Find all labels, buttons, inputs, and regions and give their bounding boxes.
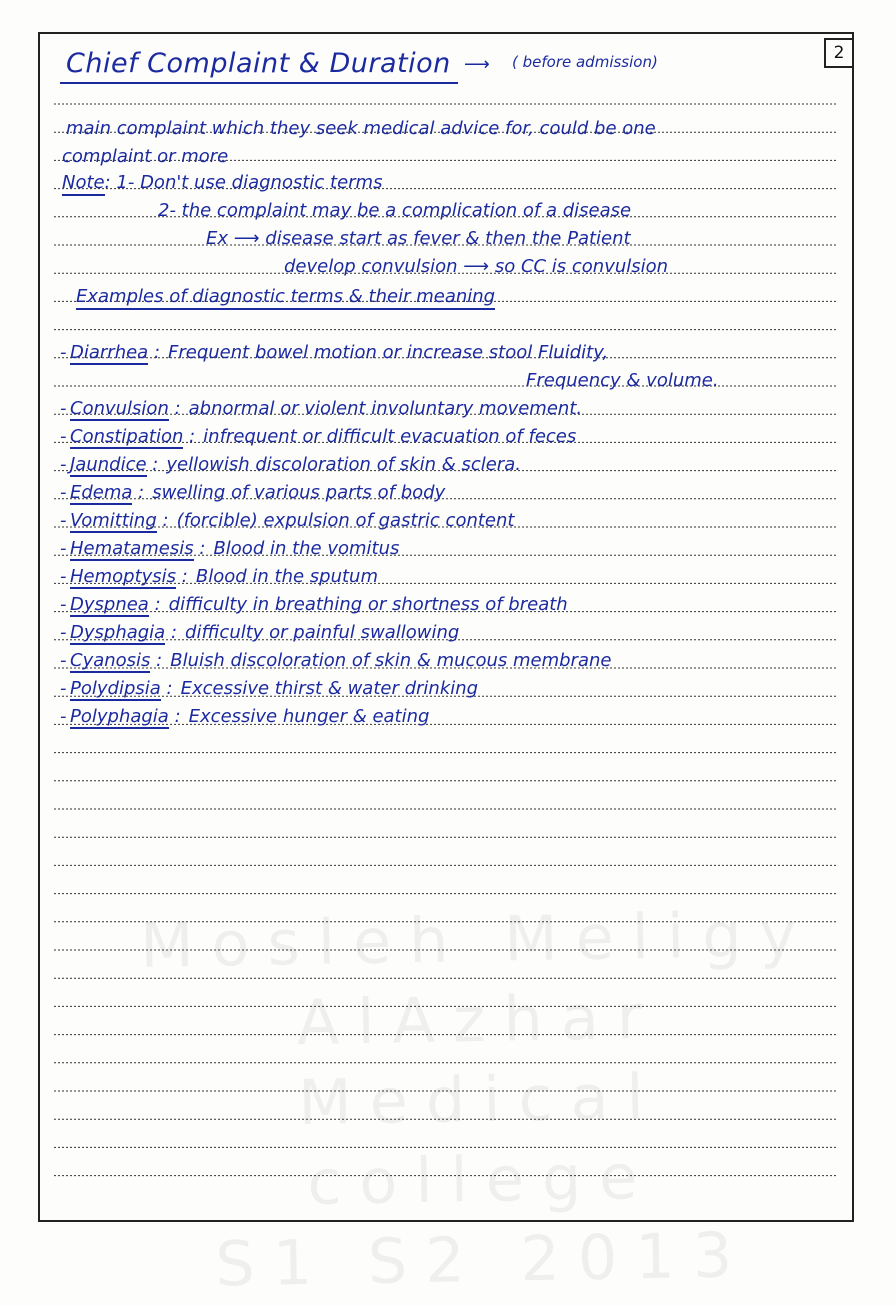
watermark-line: Mosleh Meligy: [139, 897, 815, 982]
term-colon: :: [146, 454, 159, 475]
term-name: Polydipsia: [70, 678, 161, 699]
term-row: [60, 454, 521, 478]
right-arrow-icon: ⟶: [464, 54, 490, 75]
examples-heading: [76, 286, 495, 308]
bullet-dash: -: [60, 594, 67, 615]
term-row: [60, 538, 399, 562]
term-row: [60, 650, 611, 674]
term-meaning: abnormal or violent involuntary movement.: [188, 398, 583, 419]
term-row: [60, 706, 429, 730]
bullet-dash: -: [60, 426, 67, 447]
right-arrow-icon: ⟶: [457, 256, 495, 277]
example-label: Ex: [206, 228, 229, 249]
title-underline: [60, 82, 458, 84]
term-name: Vomitting: [70, 510, 157, 531]
term-meaning: (forcible) expulsion of gastric content: [176, 510, 515, 531]
term-colon: :: [193, 538, 206, 559]
term-name: Hematamesis: [70, 538, 194, 559]
right-arrow-icon: ⟶: [228, 228, 266, 249]
term-colon: :: [148, 342, 161, 363]
title-note: ( before admission): [512, 53, 658, 71]
bullet-dash: -: [60, 650, 67, 671]
term-colon: :: [168, 398, 181, 419]
term-name: Convulsion: [70, 398, 169, 419]
note-example-line-1: [206, 228, 631, 250]
watermark-line: AlAzhar Medical: [296, 979, 663, 1140]
term-meaning: Blood in the sputum: [195, 566, 378, 587]
note-line-1: [62, 172, 382, 194]
term-meaning: infrequent or difficult evacuation of feces: [203, 426, 577, 447]
term-colon: :: [176, 566, 188, 587]
intro-line-2: complaint or more: [62, 146, 229, 167]
term-row: [60, 342, 608, 366]
term-name: Cyanosis: [70, 650, 151, 671]
term-row: [60, 622, 459, 646]
bullet-dash: -: [60, 538, 67, 559]
term-name: Constipation: [70, 426, 184, 447]
bullet-dash: -: [60, 678, 67, 699]
term-row: [60, 482, 445, 506]
term-colon: :: [168, 706, 181, 727]
bullet-dash: -: [60, 510, 67, 531]
note-label: Note: [62, 172, 105, 196]
term-meaning: difficulty in breathing or shortness of breath: [168, 594, 568, 615]
bullet-dash: -: [60, 454, 67, 475]
watermark-line: college: [306, 1139, 657, 1220]
term-row: [60, 566, 378, 590]
term-colon: :: [165, 622, 178, 643]
term-meaning: yellowish discoloration of skin & sclera.: [166, 454, 521, 475]
term-meaning: Bluish discoloration of skin & mucous membrane: [170, 650, 612, 671]
note-example-line-2: [284, 256, 668, 278]
example-text-2b: so CC is convulsion: [494, 256, 669, 277]
note-item-1: : 1- Don't use diagnostic terms: [104, 172, 383, 193]
watermark-line: S1 S2 2013: [214, 1218, 751, 1301]
example-text-1: disease start as fever & then the Patient: [265, 228, 631, 249]
term-meaning: Excessive hunger & eating: [188, 706, 430, 727]
term-name: Jaundice: [70, 454, 147, 475]
term-meaning: difficulty or painful swallowing: [185, 622, 460, 643]
term-colon: :: [148, 594, 161, 615]
page-title: Chief Complaint & Duration: [66, 48, 451, 79]
bullet-dash: -: [60, 398, 67, 419]
term-colon: :: [132, 482, 145, 503]
term-meaning: Blood in the vomitus: [213, 538, 400, 559]
term-row: [60, 678, 478, 702]
bullet-dash: -: [60, 342, 67, 363]
term-name: Dyspnea: [70, 594, 149, 615]
term-name: Diarrhea: [70, 342, 149, 363]
term-row: [60, 426, 576, 450]
term-row: [60, 510, 514, 534]
intro-line-1: main complaint which they seek medical advice for, could be one: [66, 118, 656, 139]
term-colon: :: [156, 510, 169, 531]
note-item-2: 2- the complaint may be a complication of a disease: [158, 200, 632, 221]
bullet-dash: -: [60, 566, 67, 587]
term-name: Edema: [70, 482, 133, 503]
term-colon: :: [160, 678, 173, 699]
bullet-dash: -: [60, 622, 67, 643]
term-meaning: Excessive thirst & water drinking: [180, 678, 479, 699]
term-meaning: swelling of various parts of body: [152, 482, 446, 503]
examples-heading-text: Examples of diagnostic terms & their meaning: [76, 286, 495, 310]
bullet-dash: -: [60, 706, 67, 727]
term-colon: :: [183, 426, 196, 447]
term-meaning: Frequent bowel motion or increase stool Fluidity,: [168, 342, 609, 363]
page-number: 2: [824, 38, 854, 68]
term-row: [60, 594, 568, 618]
term-name: Polyphagia: [70, 706, 169, 727]
example-text-2a: develop convulsion: [284, 256, 458, 277]
term-name: Hemoptysis: [70, 566, 177, 587]
bullet-dash: -: [60, 482, 67, 503]
term-colon: :: [150, 650, 163, 671]
term-name: Dysphagia: [70, 622, 166, 643]
diarrhea-continuation: Frequency & volume.: [526, 370, 719, 391]
term-row: [60, 398, 582, 422]
header: [66, 42, 746, 88]
